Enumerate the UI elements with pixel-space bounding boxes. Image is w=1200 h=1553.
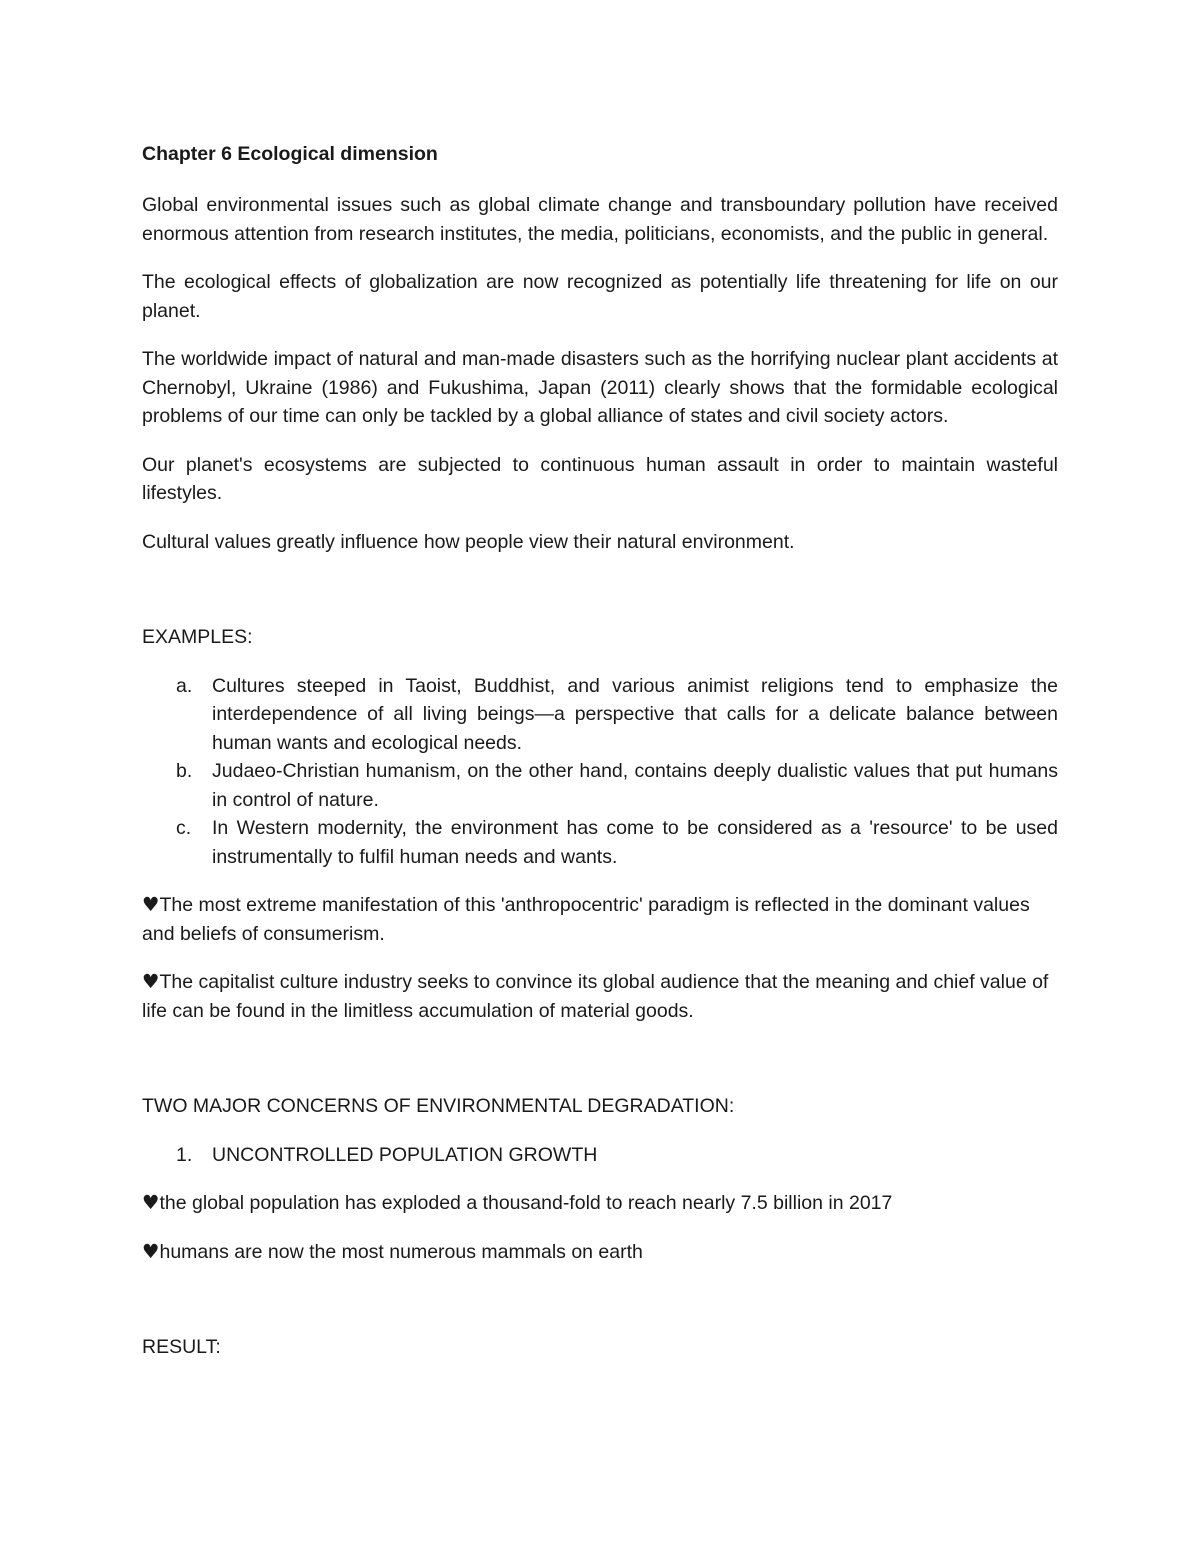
- paragraph: The worldwide impact of natural and man-made disasters such as the horrifying nuclear plant accidents at Chernobyl, Ukraine (1986) and Fukushima, Japan (2011) clearly shows that the formidable ecological problems of our time can only be tackled by a global alliance of states and civil society actors.: [142, 348, 1058, 427]
- list-item: [142, 672, 1058, 758]
- bullet-text: the global population has exploded a thousand-fold to reach nearly 7.5 billion in 2017: [159, 1192, 893, 1214]
- list-item: [142, 757, 1058, 814]
- list-marker: b.: [176, 760, 193, 782]
- list-item-text: In Western modernity, the environment has come to be considered as a 'resource' to be used instrumentally to fulfil human needs and wants.: [212, 817, 1058, 868]
- paragraph: Our planet's ecosystems are subjected to continuous human assault in order to maintain wasteful lifestyles.: [142, 453, 1058, 504]
- document-page: [142, 137, 1058, 1382]
- heart-icon: ♥: [142, 893, 160, 916]
- paragraph: Global environmental issues such as global climate change and transboundary pollution have received enormous attention from research institutes, the media, politicians, economists, and the public in general.: [142, 194, 1058, 245]
- bullet-paragraph: [142, 1189, 1058, 1218]
- examples-heading: EXAMPLES:: [142, 626, 253, 648]
- list-marker: a.: [176, 674, 193, 697]
- chapter-title: Chapter 6 Ecological dimension: [142, 143, 438, 165]
- heart-icon: ♥: [142, 970, 160, 993]
- blank-line: [142, 576, 1058, 623]
- bullet-paragraph: [142, 1238, 1058, 1267]
- paragraph: The ecological effects of globalization are now recognized as potentially life threatening for life on our planet.: [142, 271, 1058, 322]
- blank-line: [142, 1286, 1058, 1333]
- concerns-heading: TWO MAJOR CONCERNS OF ENVIRONMENTAL DEGRADATION:: [142, 1095, 735, 1117]
- paragraph: Cultural values greatly influence how people view their natural environment.: [142, 530, 795, 553]
- blank-line: [142, 1045, 1058, 1092]
- bullet-paragraph: [142, 968, 1058, 1025]
- list-marker: 1.: [176, 1143, 193, 1166]
- bullet-text: The capitalist culture industry seeks to convince its global audience that the meaning and chief value of life can be found in the limitless accumulation of material goods.: [142, 971, 1049, 1022]
- list-item: [142, 1141, 1058, 1170]
- concerns-list: [142, 1141, 1058, 1170]
- heart-icon: ♥: [142, 1191, 160, 1214]
- list-marker: c.: [176, 817, 192, 839]
- list-item-text: Cultures steeped in Taoist, Buddhist, and various animist religions tend to emphasize the interdependence of all living beings—a perspective that calls for a delicate balance between human wants and ecological needs.: [212, 674, 1058, 754]
- bullet-paragraph: [142, 891, 1058, 948]
- list-item-text: Judaeo-Christian humanism, on the other hand, contains deeply dualistic values that put humans in control of nature.: [212, 760, 1058, 811]
- list-item: [142, 814, 1058, 871]
- list-item-text: UNCONTROLLED POPULATION GROWTH: [212, 1143, 598, 1166]
- bullet-text: humans are now the most numerous mammals on earth: [159, 1240, 643, 1263]
- examples-list: [142, 672, 1058, 872]
- bullet-text: The most extreme manifestation of this 'anthropocentric' paradigm is reflected in the dominant values and beliefs of consumerism.: [142, 894, 1030, 945]
- result-heading: RESULT:: [142, 1336, 221, 1358]
- heart-icon: ♥: [142, 1239, 160, 1263]
